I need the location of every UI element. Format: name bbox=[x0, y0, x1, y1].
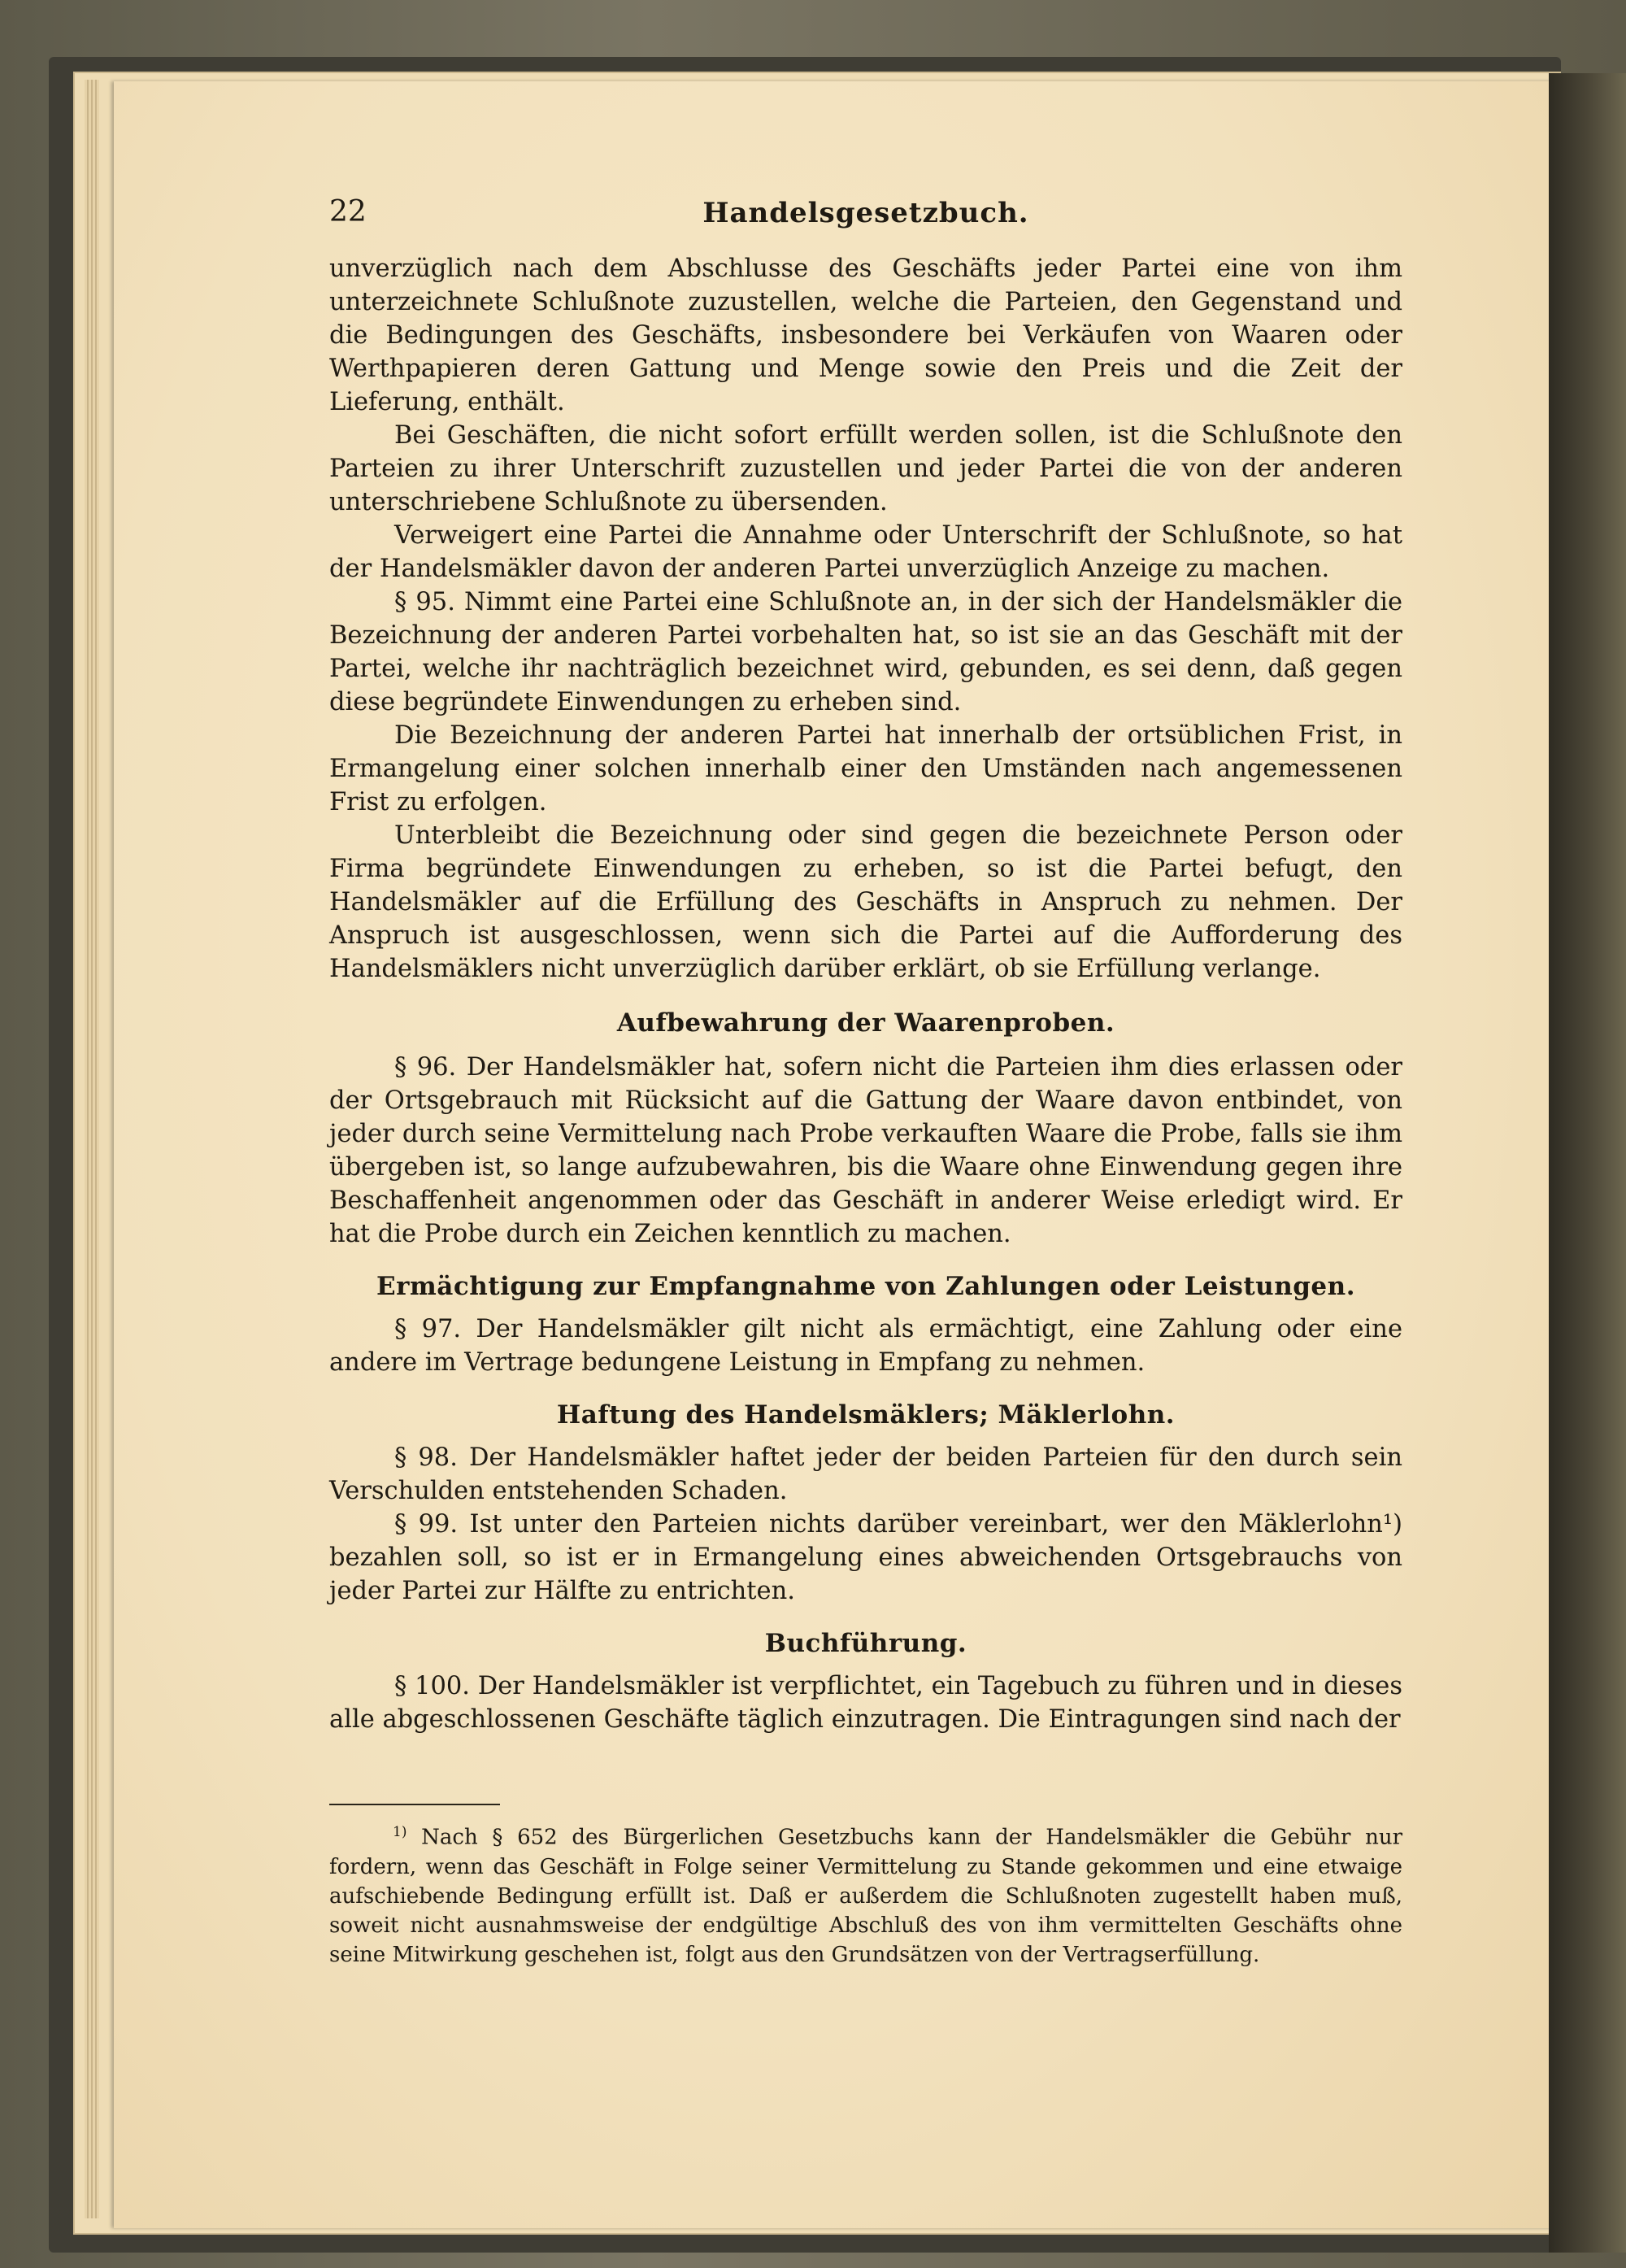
paragraph: Verweigert eine Partei die Annahme oder Unterschrift der Schlußnote, so hat der Handelsmäkler davon der anderen Partei unverzüglich Anzeige zu machen. bbox=[329, 521, 1402, 583]
section-heading: Aufbewahrung der Waarenproben. bbox=[616, 1008, 1115, 1038]
section-heading: Ermächtigung zur Empfangnahme von Zahlungen oder Leistungen. bbox=[376, 1272, 1355, 1301]
paragraph: unverzüglich nach dem Abschlusse des Geschäfts jeder Partei eine von ihm unterzeichnete Schlußnote zuzustellen, welche die Parteien, den Gegenstand und die Bedingungen des Geschäfts, insbesondere bei Verkäufen von Waaren oder Werthpapieren deren Gattung und Menge sowie den Preis und die Zeit der Lieferung, enthält. bbox=[329, 255, 1402, 416]
section-97: § 97. Der Handelsmäkler gilt nicht als ermächtigt, eine Zahlung oder eine andere im Vertrage bedungene Leistung in Empfang zu nehmen. bbox=[329, 1315, 1402, 1377]
section-heading: Buchführung. bbox=[764, 1629, 967, 1658]
paragraph: Bei Geschäften, die nicht sofort erfüllt werden sollen, ist die Schlußnote den Parteien zu ihrer Unterschrift zuzustellen und jeder Partei die von der anderen unterschriebene Schlußnote zu übersenden. bbox=[329, 421, 1402, 516]
page-number: 22 bbox=[329, 195, 367, 229]
paragraph: Unterbleibt die Bezeichnung oder sind gegen die bezeichnete Person oder Firma begründete Einwendungen zu erheben, so ist die Partei befugt, den Handelsmäkler auf die Erfüllung des Geschäfts in Anspruch zu nehmen. Der Anspruch ist ausgeschlossen, wenn sich die Partei auf die Aufforderung des Handelsmäklers nicht unverzüglich darüber erklärt, ob sie Erfüllung verlange. bbox=[329, 821, 1402, 983]
footnote-rule bbox=[329, 1804, 500, 1805]
section-100: § 100. Der Handelsmäkler ist verpflichtet, ein Tagebuch zu führen und in dieses alle abgeschlossenen Geschäfte täglich einzutragen. Die Eintragungen sind nach der bbox=[329, 1672, 1402, 1734]
page-header bbox=[329, 195, 1402, 252]
section-98: § 98. Der Handelsmäkler haftet jeder der beiden Parteien für den durch sein Verschulden entstehenden Schaden. bbox=[329, 1443, 1402, 1505]
footnote bbox=[329, 1817, 1402, 1970]
paragraph: Die Bezeichnung der anderen Partei hat innerhalb der ortsüblichen Frist, in Ermangelung einer solchen innerhalb einer den Umständen nach angemessenen Frist zu erfolgen. bbox=[329, 721, 1402, 816]
section-heading: Haftung des Handelsmäklers; Mäklerlohn. bbox=[556, 1400, 1176, 1430]
page-content bbox=[329, 195, 1402, 1736]
running-title: Handelsgesetzbuch. bbox=[702, 197, 1029, 229]
footnote-mark: 1) bbox=[393, 1824, 407, 1840]
book-gutter bbox=[1549, 73, 1626, 2253]
section-99: § 99. Ist unter den Parteien nichts darüber vereinbart, wer den Mäklerlohn¹) bezahlen soll, so ist er in Ermangelung eines abweichenden Ortsgebrauchs von jeder Partei zur Hälfte zu entrichten. bbox=[329, 1510, 1402, 1605]
footnote-body: Nach § 652 des Bürgerlichen Gesetzbuchs kann der Handelsmäkler die Gebühr nur fordern, wenn das Geschäft in Folge seiner Vermittelung zu Stande gekommen und eine etwaige aufschiebende Bedingung erfüllt ist. Daß er außerdem die Schlußnoten zugestellt haben muß, soweit nicht ausnahmsweise der endgültige Abschluß des von ihm vermittelten Geschäfts ohne seine Mitwirkung geschehen ist, folgt aus den Grundsätzen von der Vertragserfüllung. bbox=[329, 1825, 1403, 1967]
section-95: § 95. Nimmt eine Partei eine Schlußnote an, in der sich der Handelsmäkler die Bezeichnung der anderen Partei vorbehalten hat, so ist sie an das Geschäft mit der Partei, welche ihr nachträglich bezeichnet wird, gebunden, es sei denn, daß gegen diese begründete Einwendungen zu erheben sind. bbox=[329, 588, 1402, 716]
footnote-text bbox=[329, 1817, 1402, 1970]
section-96: § 96. Der Handelsmäkler hat, sofern nicht die Parteien ihm dies erlassen oder der Ortsgebrauch mit Rücksicht auf die Gattung der Waare davon entbindet, von jeder durch seine Vermittelung nach Probe verkauften Waare die Probe, falls sie ihm übergeben ist, so lange aufzubewahren, bis die Waare ohne Einwendung gegen ihre Beschaffenheit angenommen oder das Geschäft in anderer Weise erledigt wird. Er hat die Probe durch ein Zeichen kenntlich zu machen. bbox=[329, 1053, 1402, 1248]
